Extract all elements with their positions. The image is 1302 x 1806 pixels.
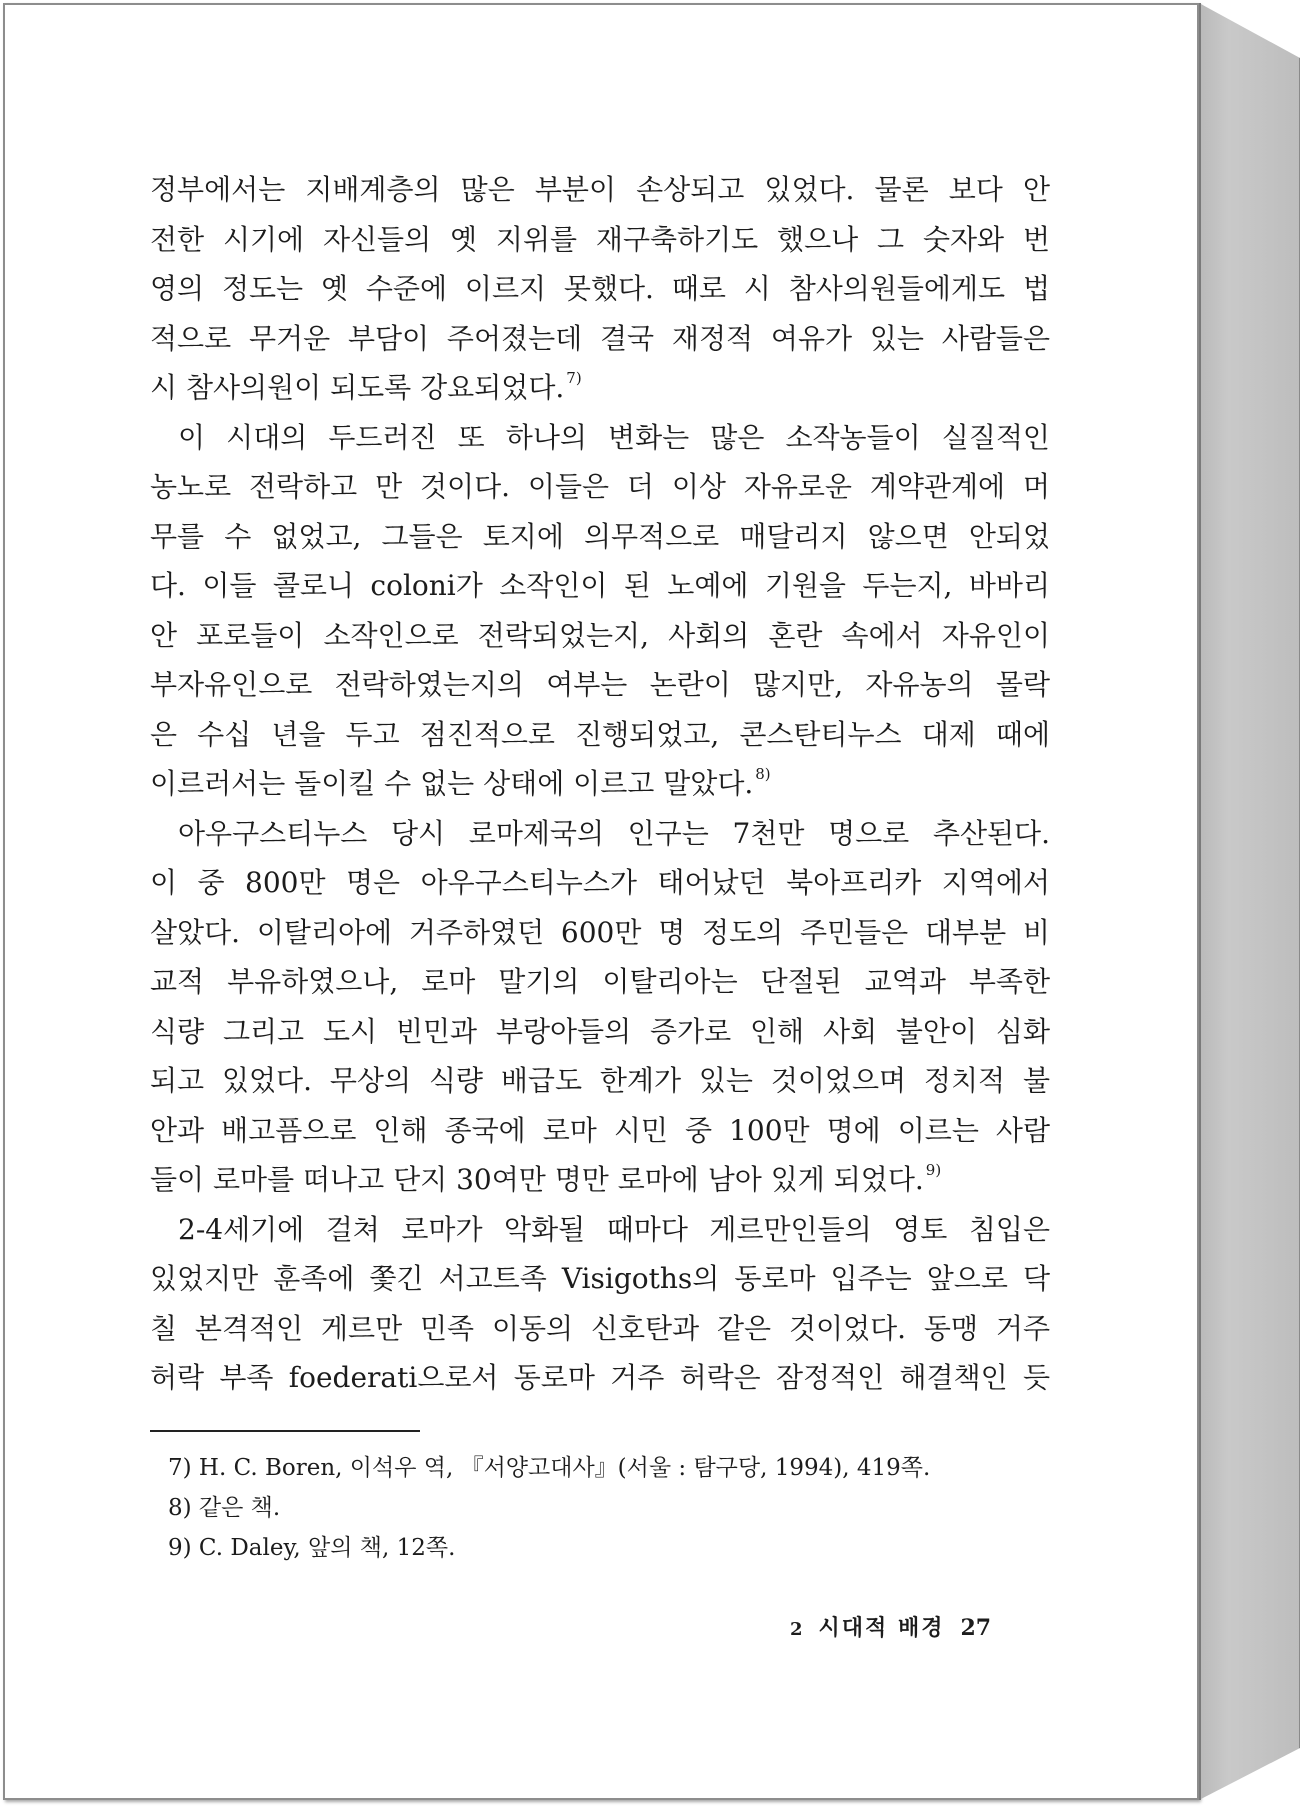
footnote-ref-7[interactable]: 7): [566, 369, 582, 387]
text-line: 있었지만 훈족에 쫓긴 서고트족 Visigoths의 동로마 입주는 앞으로 닥: [150, 1262, 1050, 1295]
text-line: 부자유인으로 전락하였는지의 여부는 논란이 많지만, 자유농의 몰락: [150, 668, 1050, 701]
text-line: [150, 759, 1050, 809]
text-line: [150, 363, 1050, 413]
text-line: 2-4세기에 걸쳐 로마가 악화될 때마다 게르만인들의 영토 침입은: [178, 1212, 1050, 1246]
text-line-content: 들이 로마를 떠나고 단지 30여만 명만 로마에 남아 있게 되었다.: [150, 1163, 924, 1196]
running-footer: [790, 1608, 1030, 1648]
text-line: 안과 배고픔으로 인해 종국에 로마 시민 중 100만 명에 이르는 사람: [150, 1113, 1050, 1147]
text-line: 은 수십 년을 두고 점진적으로 진행되었고, 콘스탄티누스 대제 때에: [150, 717, 1050, 751]
text-line: 무를 수 없었고, 그들은 토지에 의무적으로 매달리지 않으면 안되었: [150, 519, 1050, 553]
text-line: 이 시대의 두드러진 또 하나의 변화는 많은 소작농들이 실질적인: [178, 420, 1050, 454]
footnote-ref-8[interactable]: 8): [755, 765, 771, 783]
text-line: 칠 본격적인 게르만 민족 이동의 신호탄과 같은 것이었다. 동맹 거주: [150, 1311, 1050, 1345]
footnote-8: 8) 같은 책.: [168, 1495, 281, 1521]
text-line: 아우구스티누스 당시 로마제국의 인구는 7천만 명으로 추산된다.: [178, 816, 1050, 850]
text-line-content: 시 참사의원이 되도록 강요되었다.: [150, 371, 565, 404]
text-line: 정부에서는 지배계층의 많은 부분이 손상되고 있었다. 물론 보다 안: [150, 173, 1050, 206]
text-line: 교적 부유하였으나, 로마 말기의 이탈리아는 단절된 교역과 부족한: [150, 965, 1050, 998]
text-line: 전한 시기에 자신들의 옛 지위를 재구축하기도 했으나 그 숫자와 번: [150, 222, 1050, 256]
footnote-7: 7) H. C. Boren, 이석우 역, 『서양고대사』(서울 : 탐구당, 1994), 419쪽.: [168, 1455, 931, 1481]
text-line: 농노로 전락하고 만 것이다. 이들은 더 이상 자유로운 계약관계에 머: [150, 470, 1050, 503]
footnote-separator: [150, 1430, 420, 1432]
body-text: [150, 165, 1050, 1403]
text-line: 적으로 무거운 부담이 주어졌는데 결국 재정적 여유가 있는 사람들은: [150, 321, 1050, 355]
footnote-9: 9) C. Daley, 앞의 책, 12쪽.: [168, 1535, 456, 1561]
footnotes: [168, 1448, 1048, 1568]
paragraph-1: [150, 165, 1050, 413]
book-thickness-edge: [1199, 3, 1300, 1800]
paragraph-4: [150, 1205, 1050, 1403]
paragraph-2: [150, 413, 1050, 809]
page-number: 27: [960, 1615, 992, 1641]
chapter-number: 2: [790, 1619, 803, 1640]
text-line: 이 중 800만 명은 아우구스티누스가 태어났던 북아프리카 지역에서: [150, 866, 1050, 899]
footnote-ref-9[interactable]: 9): [925, 1161, 942, 1179]
paragraph-3: [150, 809, 1050, 1205]
text-line: 안 포로들이 소작인으로 전락되었는지, 사회의 혼란 속에서 자유인이: [150, 618, 1050, 652]
chapter-title: 시대적 배경: [818, 1616, 945, 1641]
text-line: 식량 그리고 도시 빈민과 부랑아들의 증가로 인해 사회 불안이 심화: [150, 1014, 1050, 1048]
text-line-content: 이르러서는 돌이킬 수 없는 상태에 이르고 말았다.: [150, 767, 754, 800]
page-edge-line: [1199, 3, 1201, 1800]
text-line: [150, 1155, 1050, 1205]
text-line: 다. 이들 콜로니 coloni가 소작인이 된 노예에 기원을 두는지, 바바리: [150, 569, 1050, 602]
text-line: 허락 부족 foederati으로서 동로마 거주 허락은 잠정적인 해결책인 듯: [150, 1361, 1050, 1394]
text-line: 되고 있었다. 무상의 식량 배급도 한계가 있는 것이었으며 정치적 불: [150, 1064, 1050, 1097]
text-line: 살았다. 이탈리아에 거주하였던 600만 명 정도의 주민들은 대부분 비: [150, 915, 1050, 949]
text-line: 영의 정도는 옛 수준에 이르지 못했다. 때로 시 참사의원들에게도 법: [150, 272, 1050, 305]
